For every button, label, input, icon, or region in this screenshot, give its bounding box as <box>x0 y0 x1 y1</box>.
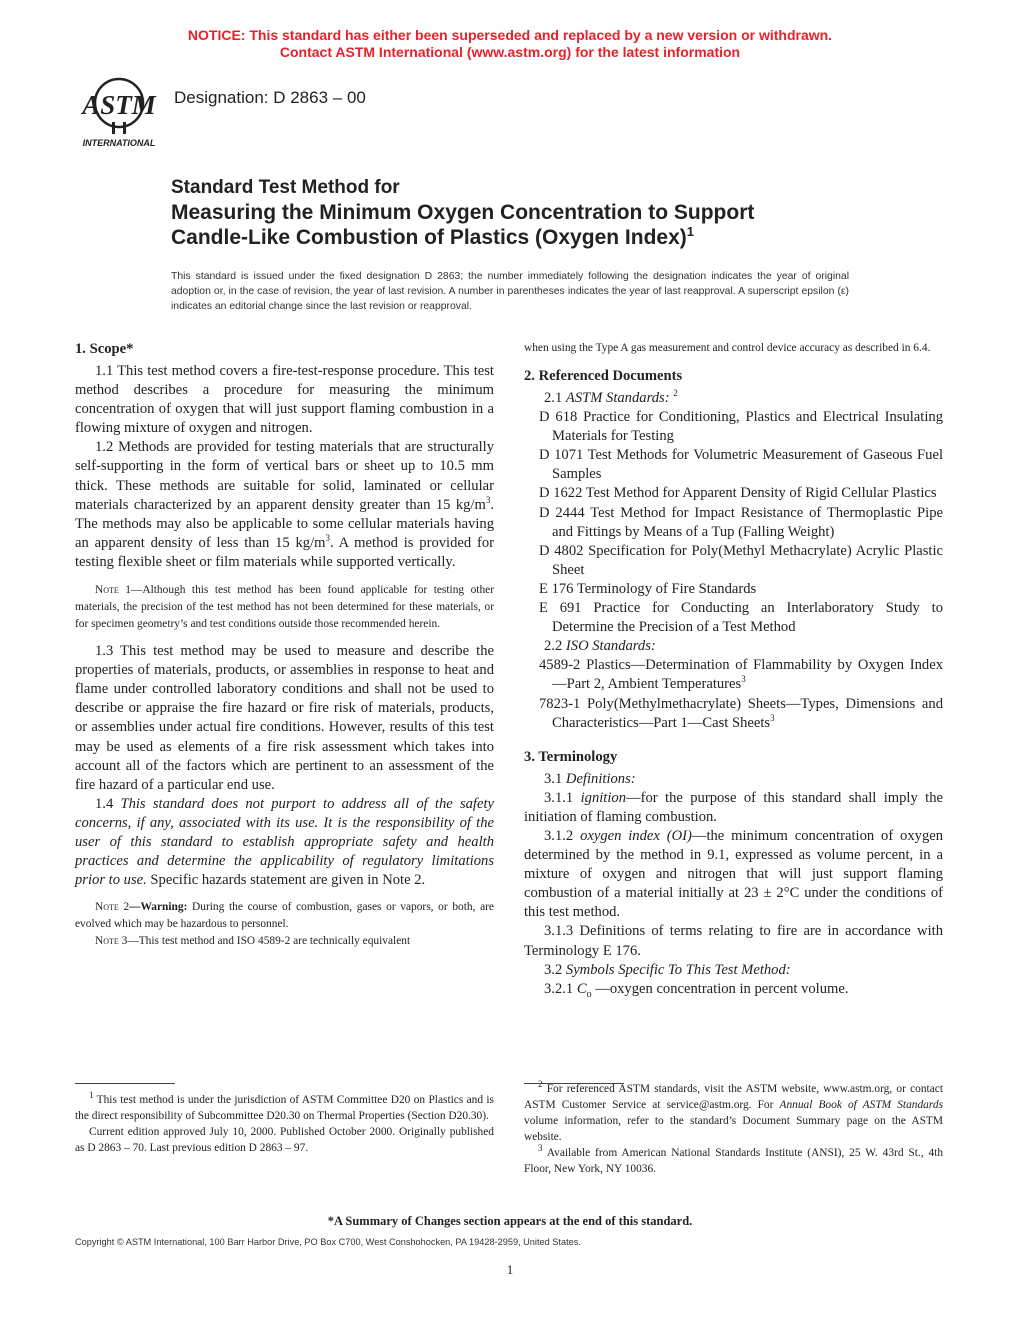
referenced-documents-heading: 2. Referenced Documents <box>524 368 683 384</box>
svg-text:ASTM: ASTM <box>82 90 156 120</box>
standard-title <box>171 176 931 250</box>
footnotes-left <box>75 1092 494 1156</box>
para-1-3: 1.3 This test method may be used to measure and describe the properties of materials, products, or assemblies in response to heat and flame under controlled laboratory conditions and shall not be used to describe or appraise the fire hazard or fire risk of materials, products, or assemblies under actual fire conditions. However, results of this test may be used as elements of a fire risk assessment which takes into account all of the factors which are pertinent to an assessment of the fire hazard of a particular end use. <box>75 643 494 793</box>
note-2: Note 2—Warning: During the course of combustion, gases or vapors, or both, are evolved which may be hazardous to personnel. <box>75 901 494 931</box>
para-3-2-1: 3.2.1 $C_o$ —oxygen concentration in percent volume. <box>544 980 849 1000</box>
footnote-1-edition: Current edition approved July 10, 2000. Published October 2000. Originally published as D 2863 – 70. Last previous edition D 2863 – 97. <box>75 1126 494 1154</box>
notice-line-1: NOTICE: This standard has either been superseded and replaced by a new version or withdrawn. <box>187 27 833 43</box>
iso-standards-label: 2.2 ISO Standards: <box>544 638 656 655</box>
reference-item: D 1071 Test Methods for Volumetric Measurement of Gaseous Fuel Samples <box>539 447 943 483</box>
para-1-4: 1.4 This standard does not purport to address all of the safety concerns, if any, associated with its use. It is the responsibility of the user of this standard to establish appropriate safety and health practices and determine the applicability of regulatory limitations prior to use. Specific hazards statement are given in Note 2. <box>75 795 494 889</box>
reference-item: D 2444 Test Method for Impact Resistance of Thermoplastic Pipe and Fittings by Means of a Tup (Falling Weight) <box>539 504 943 540</box>
title-line-3: Candle-Like Combustion of Plastics (Oxygen Index) <box>171 226 687 249</box>
title-line-1: Standard Test Method for <box>171 177 400 198</box>
notice-line-2: Contact ASTM International (www.astm.org) for the latest information <box>279 44 741 60</box>
reference-item: E 176 Terminology of Fire Standards <box>539 580 757 597</box>
reference-item: 7823-1 Poly(Methylmethacrylate) Sheets—Types, Dimensions and Characteristics—Part 1—Cast Sheets$^3$ <box>539 695 943 731</box>
title-line-2: Measuring the Minimum Oxygen Concentration to Support <box>171 201 755 224</box>
footnote-rule-left <box>75 1083 175 1084</box>
para-3-1: 3.1 Definitions: <box>544 770 636 787</box>
reference-item: D 1622 Test Method for Apparent Density of Rigid Cellular Plastics <box>539 485 937 502</box>
note-3-continued: when using the Type A gas measurement and control device accuracy as described in 6.4. <box>524 342 931 354</box>
para-3-1-1: 3.1.1 ignition—for the purpose of this standard shall imply the initiation of flaming combustion. <box>524 789 943 825</box>
footnote-1: $^1$ This test method is under the jurisdiction of ASTM Committee D20 on Plastics and is the direct responsibility of Subcommittee D20.30 on Thermal Properties (Section D20.30). <box>75 1090 494 1122</box>
note-3: Note 3—This test method and ISO 4589-2 are technically equivalent <box>95 935 411 948</box>
astm-international-logo <box>76 74 162 150</box>
copyright: Copyright © ASTM International, 100 Barr Harbor Drive, PO Box C700, West Conshohocken, PA 19428-2959, United States. <box>75 1237 581 1247</box>
footnotes-right <box>524 1081 943 1177</box>
para-1-1: 1.1 This test method covers a fire-test-response procedure. This test method describes a procedure for measuring the minimum concentration of oxygen that will just support flaming combustion in a flowing mixture of oxygen and nitrogen. <box>75 363 494 437</box>
reference-item: 4589-2 Plastics—Determination of Flammability by Oxygen Index—Part 2, Ambient Temperatures$^3$ <box>539 657 943 693</box>
para-3-1-2: 3.1.2 oxygen index (OI)—the minimum concentration of oxygen determined by the method in 9.1, expressed as volume percent, in a mixture of oxygen and nitrogen that will just support flaming combustion of a material initially at 23 ± 2°C under the conditions of this test method. <box>524 827 944 921</box>
logo-text: INTERNATIONAL <box>82 138 156 148</box>
right-column <box>524 340 943 999</box>
title-footnote-mark: 1 <box>686 224 694 239</box>
scope-heading: 1. Scope* <box>75 341 134 357</box>
reference-item: D 618 Practice for Conditioning, Plastics and Electrical Insulating Materials for Testing <box>539 409 943 445</box>
terminology-heading: 3. Terminology <box>524 748 618 765</box>
footnote-2: $^2$ For referenced ASTM standards, visit the ASTM website, www.astm.org, or contact ASTM Customer Service at service@astm.org. For Annual Book of ASTM Standards volume information, refer to the standard’s Document Summary page on the ASTM website. <box>524 1079 943 1143</box>
astm-standards-label: 2.1 ASTM Standards: $^2$ <box>544 388 678 406</box>
issued-under-note: This standard is issued under the fixed designation D 2863; the number immediately following the designation indicates the year of original adoption or, in the case of revision, the year of last revision. A number in parentheses indicates the year of last reapproval. A superscript epsilon (ε) indicates an editorial change since the last revision or reapproval. <box>171 271 849 312</box>
para-3-1-3: 3.1.3 Definitions of terms relating to fire are in accordance with Terminology E 176. <box>524 923 943 959</box>
footnote-3: $^3$ Available from American National Standards Institute (ANSI), 25 W. 43rd St., 4th Floor, New York, NY 10036. <box>524 1143 944 1175</box>
para-3-2: 3.2 Symbols Specific To This Test Method: <box>544 961 791 978</box>
designation: Designation: D 2863 – 00 <box>174 88 366 107</box>
note-1: Note 1—Although this test method has been found applicable for testing other materials, the precision of the test method has not been determined for these materials, or for specimen geometry’s and test conditions outside those recommended herein. <box>75 584 494 631</box>
withdrawal-notice <box>0 27 1020 61</box>
reference-item: E 691 Practice for Conducting an Interlaboratory Study to Determine the Precision of a Test Method <box>539 600 943 636</box>
summary-of-changes-note: *A Summary of Changes section appears at the end of this standard. <box>327 1214 693 1228</box>
left-column <box>75 340 494 950</box>
para-1-2: 1.2 Methods are provided for testing materials that are structurally self-supporting in the form of vertical bars or sheet up to 10.5 mm thick. These methods are suitable for solid, laminated or cellular materials characterized by an apparent density greater than 15 $kg/m^3$. The methods may also be applicable to some cellular materials having an apparent density of less than 15 $kg/m^3$. A method is provided for testing flexible sheet or film materials while supported vertically. <box>75 439 494 570</box>
reference-item: D 4802 Specification for Poly(Methyl Methacrylate) Acrylic Plastic Sheet <box>539 542 943 578</box>
page-number: 1 <box>506 1262 514 1277</box>
